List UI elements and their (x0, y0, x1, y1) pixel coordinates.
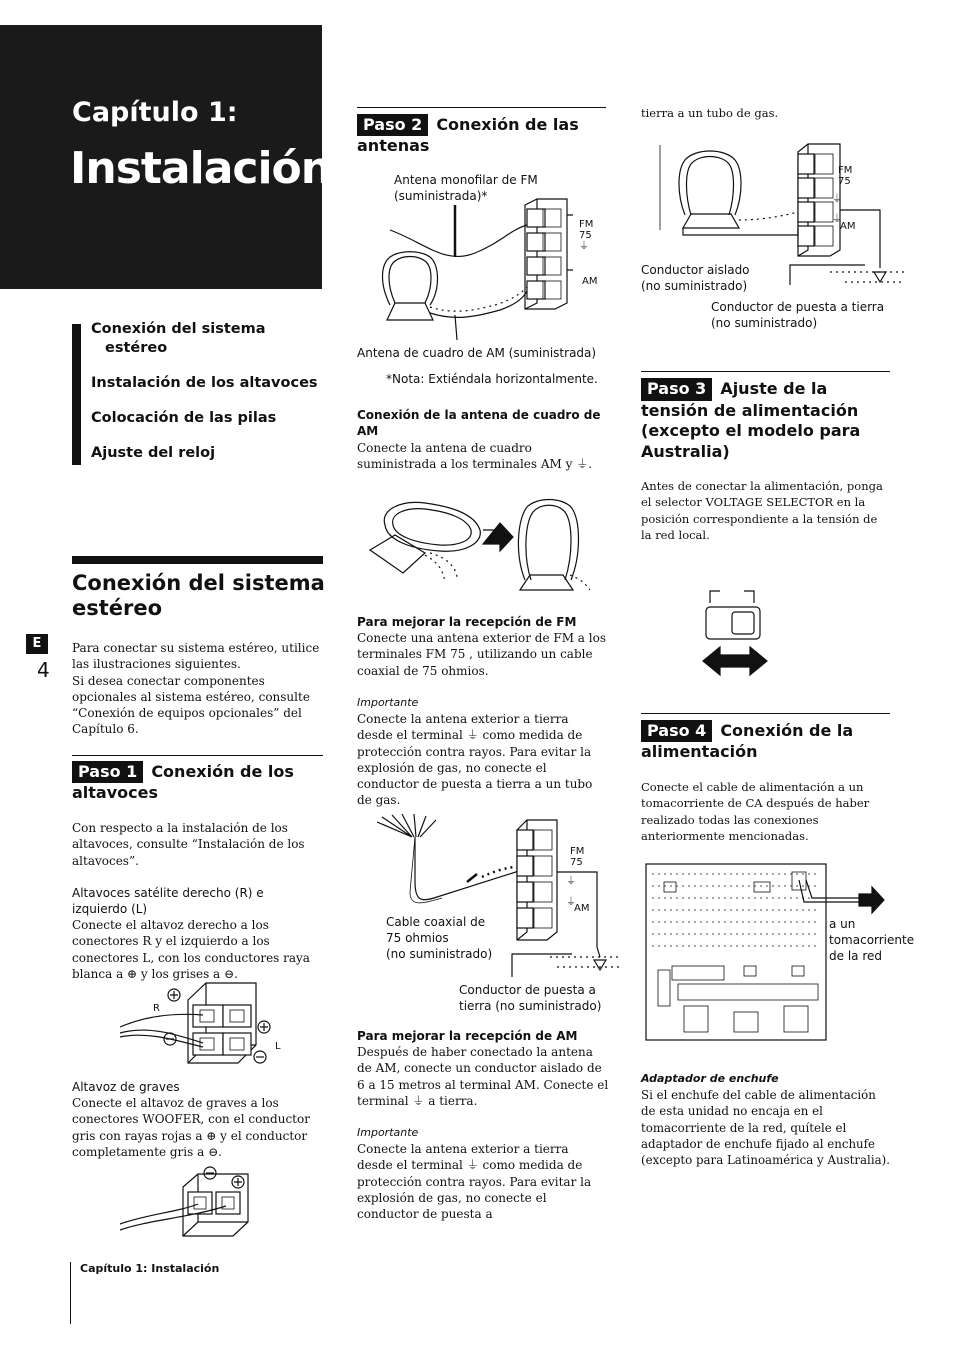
gnd-terminal-label-2: ⏚ (566, 876, 576, 887)
paso1-p1: Con respecto a la instalación de los altavoces, consulte “Instalación de los altavoces”. (72, 821, 305, 868)
imp2-title: Importante (357, 1126, 419, 1139)
label-left: L (275, 1041, 281, 1052)
gnd-terminal-label-3: ⏚ (566, 897, 576, 908)
section-intro: Para conectar su sistema estéreo, utilice las ilustraciones siguientes. Si desea conectar componentes opcionales al sistema estéreo, consulte “Conexión de equipos opcionales” del Capítulo 6. (72, 641, 320, 737)
paso4-text: Conecte el cable de alimentación a un tomacorriente de CA después de haber realizado todas las conexiones anteriormente mencionadas. (641, 780, 870, 843)
ground-label: Conductor de puesta a tierra (no suministrado) (459, 983, 602, 1013)
paso3-rule (641, 371, 890, 372)
woofer-terminal-diagram (118, 1162, 258, 1242)
adapter-text: Si el enchufe del cable de alimentación de esta unidad no encaja en el tomacorriente de la red, quítele el adaptador de enchufe fijado al enchufe (excepto para Latinoamérica y Australia). (641, 1088, 890, 1168)
paso3-text: Antes de conectar la alimentación, ponga el selector VOLTAGE SELECTOR en la posición correspondiente a la tensión de la red local. (641, 479, 883, 542)
p-am-loop: Conecte la antena de cuadro suministrada a los terminales AM y ⏚. (357, 441, 593, 472)
paso1-heading: Paso 1 Conexión de los altavoces (72, 762, 294, 802)
imp1-title: Importante (357, 696, 419, 709)
chapter-label: Capítulo 1: (72, 97, 238, 128)
paso4-rule (641, 713, 890, 714)
paso2-heading: Paso 2 Conexión de las antenas (357, 115, 579, 155)
speaker-terminal-diagram (118, 975, 298, 1070)
section-title: Conexión del sistema estéreo (72, 571, 325, 620)
p-am: Después de haber conectado la antena de AM, conecte un conductor aislado de 6 a 15 metros al terminal AM. Conecte el terminal ⏚ a tierra. (357, 1045, 609, 1108)
outlet-label: a un tomacorriente de la red (829, 917, 915, 963)
loop-antenna-assembly-diagram (365, 495, 605, 590)
fm-terminal-label: FM 75 ⏚ (579, 219, 594, 252)
ground-label-2: Conductor de puesta a tierra (no suministrado) (711, 300, 885, 330)
imp2-text: Conecte la antena exterior a tierra desde el terminal ⏚ como medida de protección contra rayos. Para evitar la explosión de gas, no conecte el conductor de puesta a (357, 1142, 592, 1222)
footer-text: Capítulo 1: Instalación (80, 1262, 220, 1275)
chapter-banner (0, 25, 332, 289)
antenna-diagram (375, 195, 605, 340)
gnd-terminal-label-5: ⏚ (832, 214, 842, 225)
toc-bar (72, 324, 81, 465)
am-terminal-label-2: AM (574, 903, 590, 914)
paso1-rule (72, 755, 323, 756)
label-right: R (153, 1003, 160, 1014)
p-fm: Conecte una antena exterior de FM a los terminales FM 75 , utilizando un cable coaxial de 75 ohmios. (357, 631, 606, 678)
sub-am-loop: Conexión de la antena de cuadro de AM (357, 408, 601, 438)
fm-terminal-label-2: FM 75 (570, 846, 585, 868)
coax-label: Cable coaxial de 75 ohmios (no suministrado) (386, 915, 493, 961)
voltage-selector-diagram[interactable] (700, 585, 775, 680)
side-tab-letter: E (26, 634, 48, 654)
adapter-title: Adaptador de enchufe (641, 1072, 779, 1085)
page-number: 4 (37, 658, 50, 682)
sub-fm: Para mejorar la recepción de FM (357, 615, 577, 629)
toc-item[interactable]: Conexión del sistema estéreo (91, 321, 266, 356)
am-terminal-label: AM (582, 276, 598, 287)
section-rule (72, 556, 323, 564)
chapter-title: Instalación (70, 143, 332, 194)
footer-rule (70, 1262, 71, 1324)
toc-item[interactable]: Colocación de las pilas (91, 410, 277, 426)
toc (91, 320, 318, 463)
paso1-sub1: Altavoces satélite derecho (R) e izquierdo (L) (72, 886, 264, 916)
am-antenna-label: Antena de cuadro de AM (suministrada) (357, 346, 597, 360)
paso1-p3: Conecte el altavoz de graves a los conectores WOOFER, con el conductor gris con rayas rojas a ⊕ y el conductor completamente gris a ⊖. (72, 1096, 310, 1159)
paso3-heading: Paso 3 Ajuste de la tensión de alimentación (excepto el modelo para Australia) (641, 379, 861, 461)
gnd-terminal-label-4: ⏚ (832, 194, 842, 205)
toc-item[interactable]: Instalación de los altavoces (91, 375, 318, 391)
continue-text: tierra a un tubo de gas. (641, 106, 779, 120)
toc-item[interactable]: Ajuste del reloj (91, 445, 216, 461)
sub-am: Para mejorar la recepción de AM (357, 1029, 578, 1043)
paso1-p2: Conecte el altavoz derecho a los conectores R y el izquierdo a los conectores L, con los conductores raya blanca a ⊕ y los grises a ⊖. (72, 918, 310, 981)
fm-terminal-label-3: FM 75 (838, 165, 853, 187)
antenna-note: *Nota: Extiéndala horizontalmente. (386, 372, 598, 386)
fm-antenna-label: Antena monofilar de FM (suministrada)* (394, 173, 538, 203)
insulated-label: Conductor aislado (no suministrado) (641, 263, 750, 293)
am-terminal-label-3: AM (840, 221, 856, 232)
paso4-heading: Paso 4 Conexión de la alimentación (641, 721, 854, 761)
paso2-rule (357, 107, 606, 108)
imp1-text: Conecte la antena exterior a tierra desde el terminal ⏚ como medida de protección contra rayos. Para evitar la explosión de gas, no conecte el conductor de puesta a tierra a un tubo de gas. (357, 712, 593, 808)
paso1-sub2: Altavoz de graves (72, 1080, 180, 1094)
